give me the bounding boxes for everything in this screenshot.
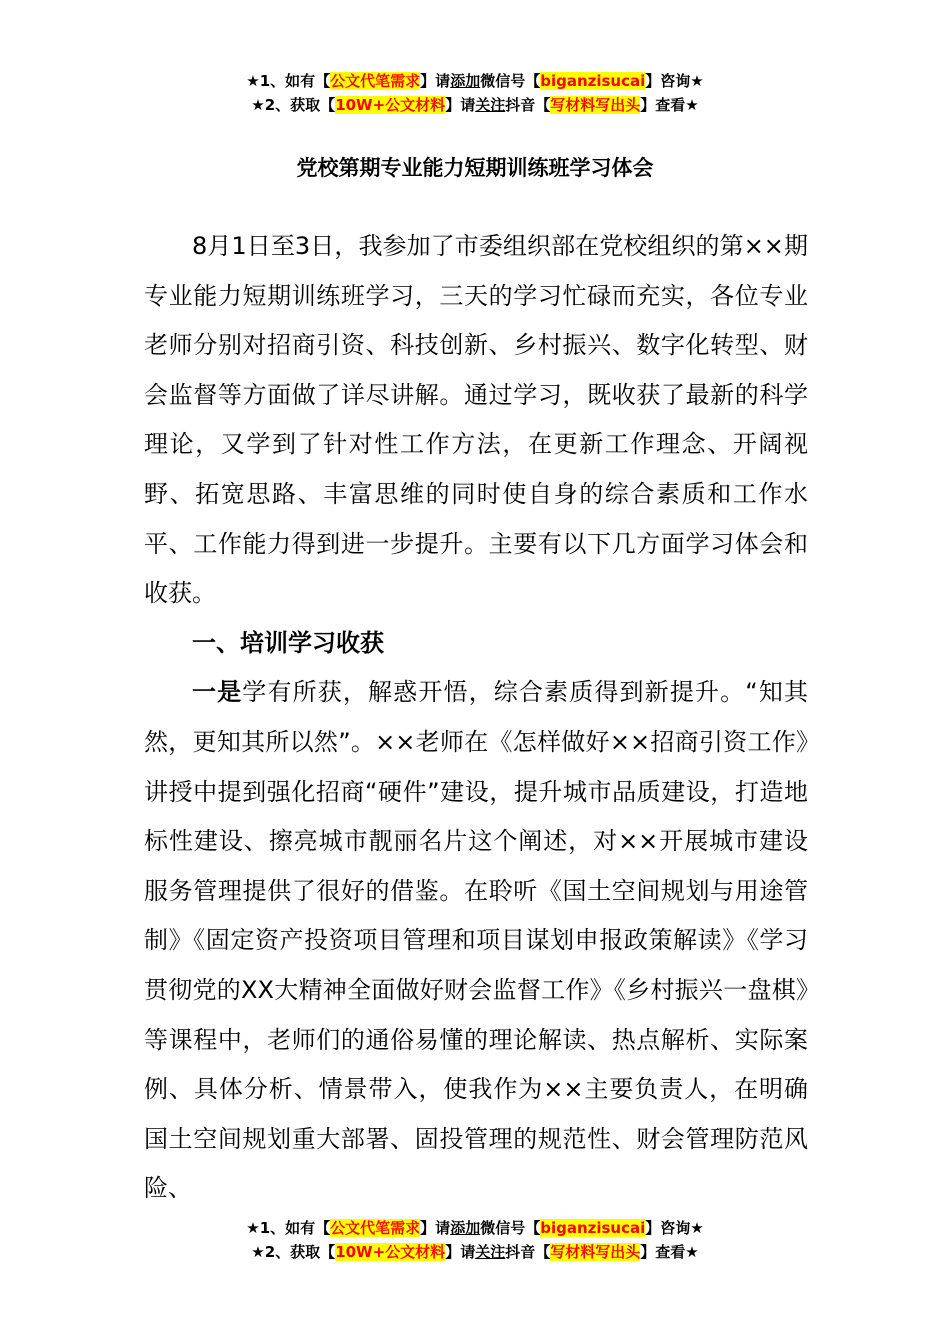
ad-underline: 添加 bbox=[450, 72, 481, 90]
ad-underline: 关注 bbox=[475, 1243, 506, 1261]
ad-text: 】咨询★ bbox=[645, 1219, 704, 1237]
ad-text: ★1、如有【 bbox=[246, 72, 331, 90]
ad-text: 】请 bbox=[445, 96, 476, 114]
ad-text: ★2、获取【 bbox=[251, 1243, 336, 1261]
ad-text: 】咨询★ bbox=[645, 72, 704, 90]
ad-line-1 bbox=[0, 1216, 950, 1240]
ad-highlight: biganzisucai bbox=[540, 1219, 646, 1237]
ad-text: 】请 bbox=[445, 1243, 476, 1261]
ad-underline: 添加 bbox=[450, 1219, 481, 1237]
ad-line-2 bbox=[0, 1240, 950, 1264]
ad-highlight: 公文代笔需求 bbox=[330, 72, 421, 90]
intro-paragraph: 8月1日至3日，我参加了市委组织部在党校组织的第××期专业能力短期训练班学习，三天的学习忙碌而充实，各位专业老师分别对招商引资、科技创新、乡村振兴、数字化转型、财会监督等方面做了详尽讲解。通过学习，既收获了最新的科学理论，又学到了针对性工作方法，在更新工作理念、开阔视野、拓宽思路、丰富思维的同时使自身的综合素质和工作水平、工作能力得到进一步提升。主要有以下几方面学习体会和收获。 bbox=[144, 232, 808, 608]
ad-text: 微信号【 bbox=[480, 1219, 541, 1237]
document-title: 党校第期专业能力短期训练班学习体会 bbox=[296, 156, 654, 180]
ad-highlight: 10W+公文材料 bbox=[335, 96, 446, 114]
document-body bbox=[144, 222, 808, 1214]
ad-line-1 bbox=[0, 69, 950, 93]
ad-banner-bottom bbox=[0, 1216, 950, 1264]
ad-text: 】请 bbox=[420, 72, 451, 90]
ad-highlight: 10W+公文材料 bbox=[335, 1243, 446, 1261]
ad-text: 】查看★ bbox=[640, 1243, 699, 1261]
ad-banner-top bbox=[0, 69, 950, 117]
ad-highlight: 写材料写出头 bbox=[550, 96, 641, 114]
ad-highlight: 公文代笔需求 bbox=[330, 1219, 421, 1237]
ad-line-2 bbox=[0, 93, 950, 117]
paragraph-lead: 一是 bbox=[192, 678, 243, 707]
paragraph-text: 学有所获，解惑开悟，综合素质得到新提升。“知其然，更知其所以然”。××老师在《怎样做好××招商引资工作》讲授中提到强化招商“硬件”建设，提升城市品质建设，打造地标性建设、擦亮城市靓丽名片这个阐述，对××开展城市建设服务管理提供了很好的借鉴。在聆听《国土空间规划与用途管制》《固定资产投资项目管理和项目谋划申报政策解读》《学习贯彻党的XX大精神全面做好财会监督工作》《乡村振兴一盘棋》等课程中，老师们的通俗易懂的理论解读、热点解析、实际案例、具体分析、情景带入，使我作为××主要负责人，在明确国土空间规划重大部署、固投管理的规范性、财会管理防范风险、 bbox=[144, 678, 808, 1203]
body-paragraph bbox=[144, 668, 808, 1214]
ad-highlight: biganzisucai bbox=[540, 72, 646, 90]
ad-underline: 关注 bbox=[475, 96, 506, 114]
section-heading: 一、培训学习收获 bbox=[192, 628, 384, 657]
ad-text: 微信号【 bbox=[480, 72, 541, 90]
ad-text: 抖音【 bbox=[505, 96, 551, 114]
ad-text: 】请 bbox=[420, 1219, 451, 1237]
ad-text: 】查看★ bbox=[640, 96, 699, 114]
ad-text: ★1、如有【 bbox=[246, 1219, 331, 1237]
ad-text: 抖音【 bbox=[505, 1243, 551, 1261]
ad-text: ★2、获取【 bbox=[251, 96, 336, 114]
ad-highlight: 写材料写出头 bbox=[550, 1243, 641, 1261]
